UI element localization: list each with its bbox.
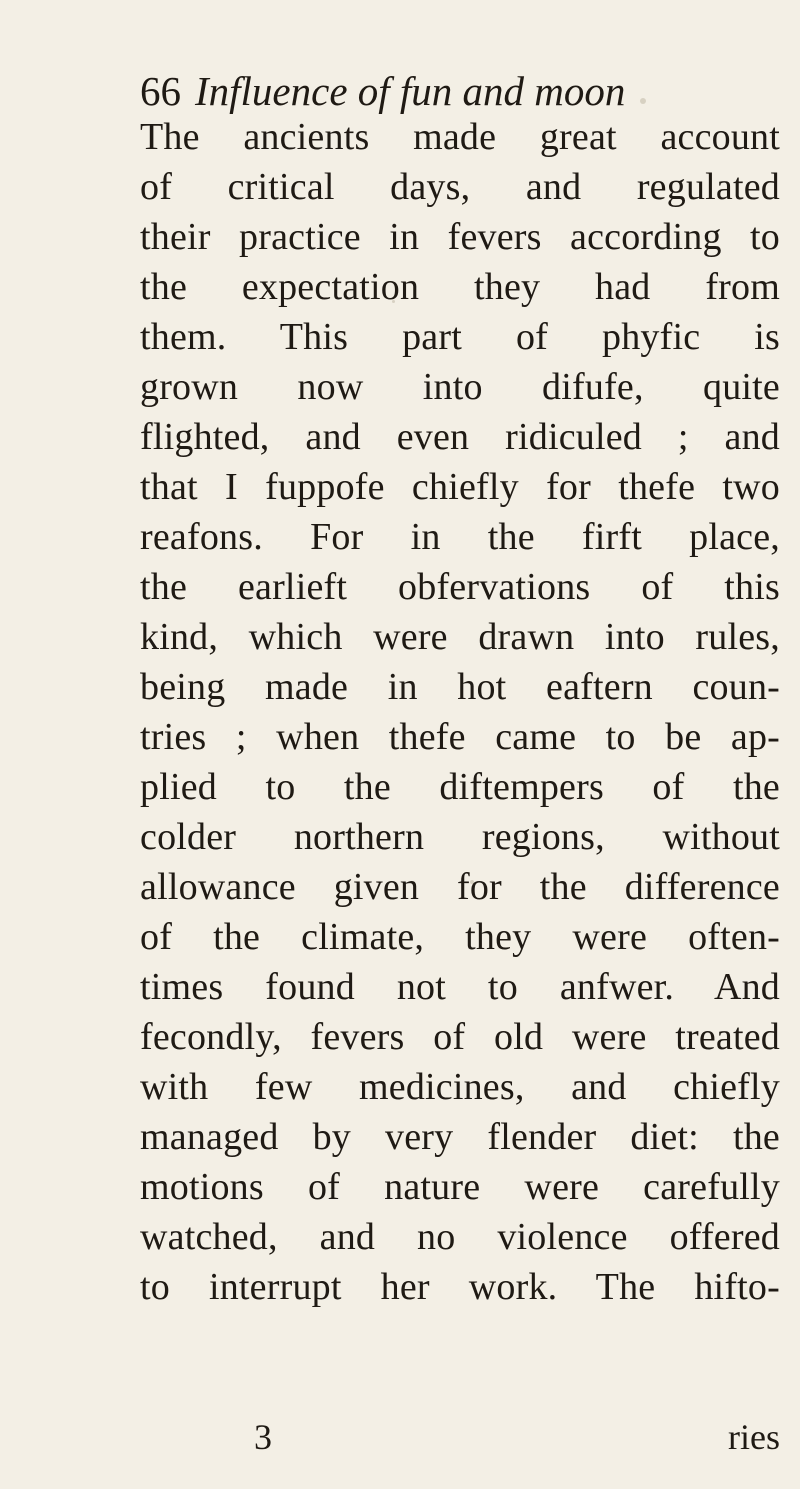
- running-title: Influence of fun and moon: [195, 68, 626, 114]
- catchword: ries: [728, 1417, 780, 1457]
- text-line-22: motions of nature were carefully: [140, 1166, 780, 1208]
- page-number: 66: [140, 68, 181, 114]
- text-line-3: their practice in fevers according to: [140, 216, 780, 258]
- body-text: [140, 112, 780, 1312]
- text-line-19: fecondly, fevers of old were treated: [140, 1016, 780, 1058]
- text-line-23: watched, and no violence offered: [140, 1216, 780, 1258]
- text-line-5: them. This part of phyfic is: [140, 316, 780, 358]
- text-line-10: the earlieft obfervations of this: [140, 566, 780, 608]
- text-line-20: with few medicines, and chiefly: [140, 1066, 780, 1108]
- text-line-7: flighted, and even ridiculed ; and: [140, 416, 780, 458]
- text-line-15: colder northern regions, without: [140, 816, 780, 858]
- text-line-17: of the climate, they were often-: [140, 916, 780, 958]
- text-line-13: tries ; when thefe came to be ap-: [140, 716, 780, 758]
- text-line-11: kind, which were drawn into rules,: [140, 616, 780, 658]
- text-line-18: times found not to anfwer. And: [140, 966, 780, 1008]
- text-line-16: allowance given for the difference: [140, 866, 780, 908]
- text-line-14: plied to the diftempers of the: [140, 766, 780, 808]
- paper-speck: [470, 880, 474, 884]
- text-line-6: grown now into difufe, quite: [140, 366, 780, 408]
- text-line-8: that I fuppofe chiefly for thefe two: [140, 466, 780, 508]
- paper-speck: [640, 98, 646, 104]
- page-footer: [140, 1412, 780, 1462]
- text-line-12: being made in hot eaftern coun-: [140, 666, 780, 708]
- paper-speck: [392, 300, 395, 303]
- text-line-24: to interrupt her work. The hifto-: [140, 1266, 780, 1308]
- running-head: [140, 66, 760, 116]
- text-line-21: managed by very flender diet: the: [140, 1116, 780, 1158]
- text-line-2: of critical days, and regulated: [140, 166, 780, 208]
- text-line-1: The ancients made great account: [140, 116, 780, 158]
- text-line-4: the expectation they had from: [140, 266, 780, 308]
- signature-mark: 3: [254, 1417, 272, 1457]
- text-line-9: reafons. For in the firft place,: [140, 516, 780, 558]
